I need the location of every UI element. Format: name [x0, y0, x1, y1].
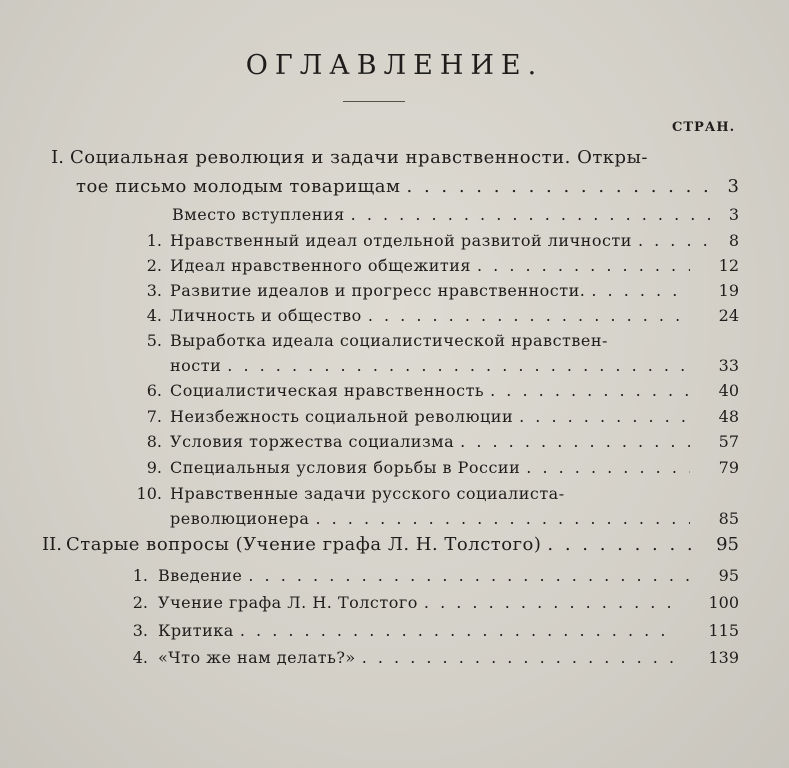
toc-entry-text-wrap	[170, 378, 690, 404]
toc-entry-text: Развитие идеалов и прогресс нравственности.	[170, 281, 586, 300]
toc-entry-section-1-cont	[0, 174, 789, 200]
toc-entry-1-9	[0, 455, 789, 481]
toc-entry-number: 7.	[146, 407, 162, 426]
toc-entry-page: 79	[718, 458, 739, 477]
toc-entry-1-10	[0, 481, 789, 507]
toc-entry-text: революционера	[170, 509, 310, 528]
toc-entry-text: Старые вопросы (Учение графа Л. Н. Толстого)	[66, 534, 542, 555]
toc-entry-text: Нравственные задачи русского социалиста-	[170, 484, 565, 503]
toc-entry-text-wrap	[170, 328, 710, 354]
toc-entry-text: «Что же нам делать?»	[158, 648, 356, 667]
toc-entry-section-1	[0, 145, 789, 171]
toc-entry-page: 33	[718, 356, 739, 375]
leader-dots	[638, 228, 710, 254]
leader-dots	[460, 429, 690, 455]
pages-column-header: СТРАН.	[672, 120, 736, 135]
toc-entry-number: 3.	[132, 621, 148, 640]
toc-entry-text-wrap	[170, 253, 690, 279]
toc-entry-text-wrap	[170, 506, 690, 532]
leader-dots	[547, 532, 700, 558]
toc-entry-number: I.	[51, 147, 64, 168]
toc-entry-page: 19	[718, 281, 739, 300]
toc-entry-text-wrap	[158, 563, 690, 589]
toc-entry-number: 2.	[132, 593, 148, 612]
toc-entry-1-5	[0, 328, 789, 354]
toc-entry-page: 24	[718, 306, 739, 325]
toc-entry-page: 12	[718, 256, 739, 275]
leader-dots	[368, 303, 690, 329]
toc-entry-text-wrap	[70, 145, 710, 171]
toc-entry-text: Социалистическая нравственность	[170, 381, 485, 400]
toc-entry-text: Нравственный идеал отдельной развитой личности	[170, 231, 632, 250]
toc-entry-1-2	[0, 253, 789, 279]
toc-entry-text: Критика	[158, 621, 234, 640]
toc-entry-text-wrap	[170, 455, 690, 481]
toc-entry-page: 48	[718, 407, 739, 426]
leader-dots	[248, 563, 690, 589]
leader-dots	[519, 404, 690, 430]
toc-entry-number: 5.	[146, 331, 162, 350]
toc-entry-1-10-cont	[0, 506, 789, 532]
toc-entry-number: 1.	[146, 231, 162, 250]
toc-entry-number: 10.	[136, 484, 162, 503]
leader-dots	[477, 253, 690, 279]
leader-dots	[362, 645, 678, 671]
toc-entry-page: 85	[718, 509, 739, 528]
toc-entry-text: Социальная революция и задачи нравственности. Откры-	[70, 147, 648, 168]
toc-entry-text-wrap	[158, 645, 678, 671]
toc-entry-text-wrap	[170, 353, 690, 379]
toc-entry-text-wrap	[170, 303, 690, 329]
toc-entry-number: 1.	[132, 566, 148, 585]
toc-entry-section-2	[0, 532, 789, 558]
toc-entry-1-3	[0, 278, 789, 304]
toc-entry-number: 3.	[146, 281, 162, 300]
toc-entry-text-wrap	[158, 618, 678, 644]
toc-entry-2-1	[0, 563, 789, 589]
toc-entry-page: 95	[718, 566, 739, 585]
toc-entry-text: Вместо вступления	[172, 205, 345, 224]
leader-dots	[591, 278, 690, 304]
toc-entry-text-wrap	[170, 429, 690, 455]
title-divider	[343, 101, 405, 102]
toc-entry-text: тое письмо молодым товарищам	[76, 176, 401, 197]
toc-entry-text-wrap	[170, 278, 690, 304]
toc-entry-text-wrap	[170, 228, 710, 254]
toc-entry-2-3	[0, 618, 789, 644]
toc-entry-text-wrap	[158, 590, 678, 616]
toc-entry-number: 2.	[146, 256, 162, 275]
leader-dots	[526, 455, 690, 481]
toc-entry-text: Идеал нравственного общежития	[170, 256, 471, 275]
toc-entry-1-8	[0, 429, 789, 455]
toc-entry-number: 9.	[146, 458, 162, 477]
toc-entry-text: Учение графа Л. Н. Толстого	[158, 593, 418, 612]
toc-entry-number: 8.	[146, 432, 162, 451]
toc-entry-page: 95	[716, 534, 739, 555]
leader-dots	[227, 353, 690, 379]
toc-entry-page: 3	[727, 176, 739, 197]
toc-entry-text: Введение	[158, 566, 243, 585]
leader-dots	[351, 202, 710, 228]
toc-entry-1-5-cont	[0, 353, 789, 379]
toc-entry-number: 4.	[146, 306, 162, 325]
leader-dots	[424, 590, 678, 616]
toc-entry-text: Специальныя условия борьбы в России	[170, 458, 521, 477]
toc-entry-text-wrap	[172, 202, 710, 228]
toc-entry-text-wrap	[170, 481, 710, 507]
leader-dots	[240, 618, 678, 644]
leader-dots	[407, 174, 717, 200]
toc-entry-number: 6.	[146, 381, 162, 400]
toc-entry-page: 139	[708, 648, 739, 667]
toc-entry-text-wrap	[66, 532, 700, 558]
toc-entry-number: 4.	[132, 648, 148, 667]
toc-entry-page: 115	[708, 621, 739, 640]
toc-entry-page: 3	[728, 205, 739, 224]
toc-entry-text: Неизбежность социальной революции	[170, 407, 514, 426]
toc-entry-1-1	[0, 228, 789, 254]
toc-entry-intro	[0, 202, 789, 228]
toc-entry-2-2	[0, 590, 789, 616]
toc-entry-2-4	[0, 645, 789, 671]
toc-entry-page: 57	[718, 432, 739, 451]
toc-entry-1-7	[0, 404, 789, 430]
toc-entry-text-wrap	[76, 174, 716, 200]
toc-entry-text: ности	[170, 356, 222, 375]
toc-entry-page: 40	[718, 381, 739, 400]
toc-entry-text: Выработка идеала социалистической нравствен-	[170, 331, 608, 350]
toc-entry-page: 100	[708, 593, 739, 612]
leader-dots	[490, 378, 690, 404]
toc-entry-text: Личность и общество	[170, 306, 362, 325]
page-title: ОГЛАВЛЕНИЕ.	[245, 50, 544, 81]
toc-entry-text: Условия торжества социализма	[170, 432, 455, 451]
leader-dots	[315, 506, 690, 532]
toc-entry-page: 8	[728, 231, 739, 250]
toc-entry-number: II.	[42, 534, 62, 555]
toc-entry-1-6	[0, 378, 789, 404]
toc-entry-text-wrap	[170, 404, 690, 430]
toc-entry-1-4	[0, 303, 789, 329]
